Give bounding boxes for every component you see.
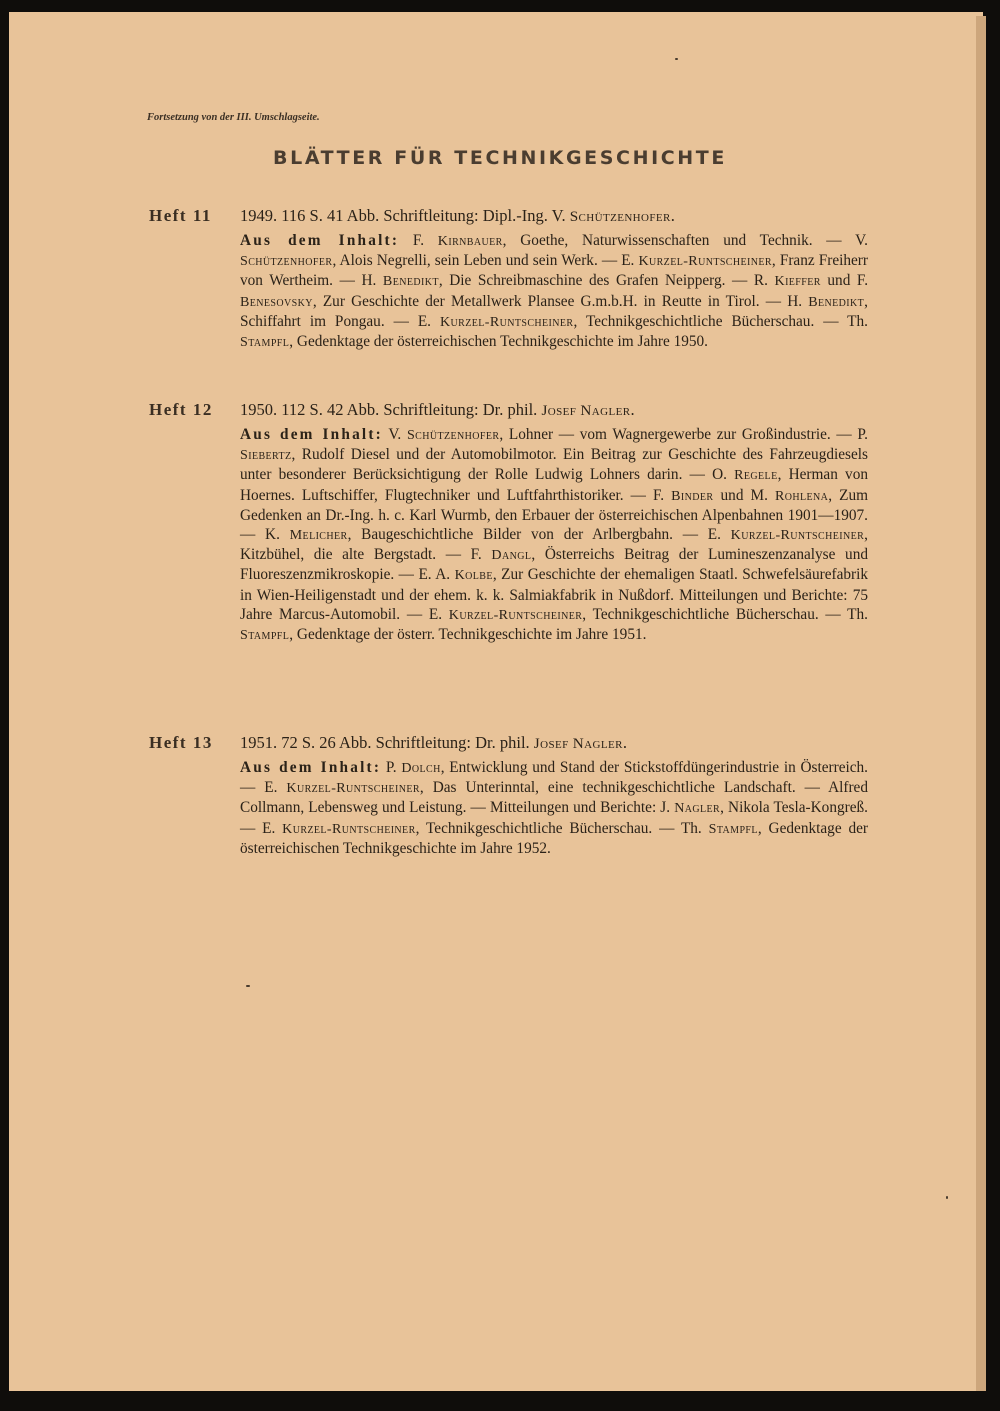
author-name: Stampfl [240,334,290,351]
text-segment: , Nikola Tesla-Kongreß. — E. [240,799,868,837]
contents-intro: Aus dem Inhalt: [240,426,383,443]
author-name: Schützenhofer [406,427,500,443]
text-segment: . [670,206,675,225]
author-name: Benesovsky [240,293,313,310]
issue-contents [240,425,868,645]
speck [246,985,250,987]
author-name: Nagler [674,800,721,817]
page-title: BLÄTTER FÜR TECHNIKGESCHICHTE [273,147,727,169]
author-name: Stampfl [708,820,758,837]
text-segment: , Die Schreibmaschine des Grafen Neipperg. — R. [438,272,775,290]
issue-label: Heft 11 [149,206,212,225]
continuation-note: Fortsetzung von der III. Umschlagseite. [147,112,320,123]
author-name: Regele [734,467,778,484]
author-name: Kolbe [454,567,493,584]
issue-text [240,733,868,858]
author-name: Kurzel-Runtscheiner [282,820,416,837]
text-segment: , Rudolf Diesel und der Automobilmotor. Ein Beitrag zur Geschichte des Fahrzeugdiesels unter besonderer Berücksichtigung der Rolle Ludwig Lohners darin. — O. [240,446,868,484]
author-name: Binder [671,487,714,504]
author-name: Schützenhofer [240,253,333,270]
text-segment: , Baugeschichtliche Bilder von der Arlbergbahn. — E. [347,526,731,544]
author-name: Dangl [491,547,532,564]
text-segment: , Technikgeschichtliche Bücherschau. — Th. [415,819,709,837]
text-segment: 1950. 112 S. 42 Abb. Schriftleitung: Dr. phil. [240,400,542,419]
text-segment: und F. [820,272,869,290]
author-name: Kurzel-Runtscheiner [638,253,772,270]
author-name: Kurzel-Runtscheiner [439,313,574,330]
issue-contents [240,231,868,352]
author-name: Siebertz [240,447,292,464]
text-segment: , Österreichs Beitrag der Lumineszenzanalyse und Fluoreszenzmikroskopie. — E. A. [240,546,868,584]
issue-text [240,400,868,645]
issue-label: Heft 13 [149,733,213,752]
author-name: Kirnbauer [437,233,503,249]
text-segment: , Kitzbühel, die alte Bergstadt. — F. [240,526,868,564]
author-name: Kieffer [774,273,821,290]
author-name: Stampfl [240,627,290,644]
issue-contents [240,758,868,858]
text-segment: , Technikgeschichtliche Bücherschau. — Th. [582,605,868,623]
text-segment: , Goethe, Naturwissenschaften und Technik. — V. [502,232,868,249]
author-name: Josef Nagler [533,735,623,752]
text-segment: und M. [713,486,775,504]
author-name: Kurzel-Runtscheiner [286,780,420,797]
text-segment: , Gedenktage der österreichischen Technikgeschichte im Jahre 1950. [289,333,709,351]
text-segment: . [622,733,627,752]
contents-text [240,426,868,643]
text-segment: , Gedenktage der österreichischen Technikgeschichte im Jahre 1952. [240,819,868,857]
issue-meta [240,206,868,227]
author-name: Kurzel-Runtscheiner [448,606,583,623]
text-segment: , Alois Negrelli, sein Leben und sein Werk. — E. [332,252,639,270]
text-segment: , Herman von Hoernes. Luftschiffer, Flugtechniker und Luftfahrthistoriker. — F. [240,466,868,504]
page-edge [976,16,986,1391]
text-segment: , Zur Geschichte der ehemaligen Staatl. Schwefelsäurefabrik in Wien-Heiligenstadt und der ehem. k. k. Salmiakfabrik in Nußdorf. Mitteilungen und Berichte: 75 Jahre Marcus-Automobil. — E. [240,566,869,623]
text-segment: . [630,400,635,419]
author-name: Rohlena [774,487,829,504]
author-name: Melicher [289,527,348,544]
contents-intro: Aus dem Inhalt: [240,759,382,776]
text-segment: , Technikgeschichtliche Bücherschau. — Th. [573,312,868,330]
text-segment: , Das Unterinntal, eine technikgeschichtliche Landschaft. — Alfred Collmann, Lebensweg und Leistung. — Mitteilungen und Berichte: J. [240,779,868,817]
author-name: Schützenhofer [569,208,671,225]
contents-intro: Aus dem Inhalt: [240,232,400,249]
text-segment: , Entwicklung und Stand der Stickstoffdüngerindustrie in Österreich. — E. [240,759,869,797]
text-segment: V. [382,426,407,443]
text-segment: , Schiffahrt im Pongau. — E. [240,292,868,330]
author-name: Josef Nagler [541,402,631,419]
text-segment: 1951. 72 S. 26 Abb. Schriftleitung: Dr. phil. [240,733,534,752]
issue-label: Heft 12 [149,400,213,419]
speck [946,1196,948,1199]
issue-text [240,206,868,352]
author-name: Benedikt [382,273,439,290]
speck [675,58,678,60]
author-name: Dolch [401,760,441,776]
text-segment: P. [381,759,402,776]
author-name: Kurzel-Runtscheiner [730,527,865,544]
author-name: Benedikt [808,293,865,310]
text-segment: F. [399,232,438,249]
contents-text [240,232,868,350]
issue-meta [240,400,868,421]
text-segment: , Franz Freiherr von Wertheim. — H. [240,252,868,290]
issue-meta [240,733,868,754]
text-segment: , Zum Gedenken an Dr.-Ing. h. c. Karl Wurmb, den Erbauer der österreichischen Alpenbahnen 1901—1907. — K. [240,486,868,544]
text-segment: , Lohner — vom Wagnergewerbe zur Großindustrie. — P. [499,426,868,443]
text-segment: , Zur Geschichte der Metallwerk Plansee G.m.b.H. in Reutte in Tirol. — H. [312,292,809,310]
text-segment: 1949. 116 S. 41 Abb. Schriftleitung: Dipl.-Ing. V. [240,206,570,225]
text-segment: , Gedenktage der österr. Technikgeschichte im Jahre 1951. [289,626,647,644]
